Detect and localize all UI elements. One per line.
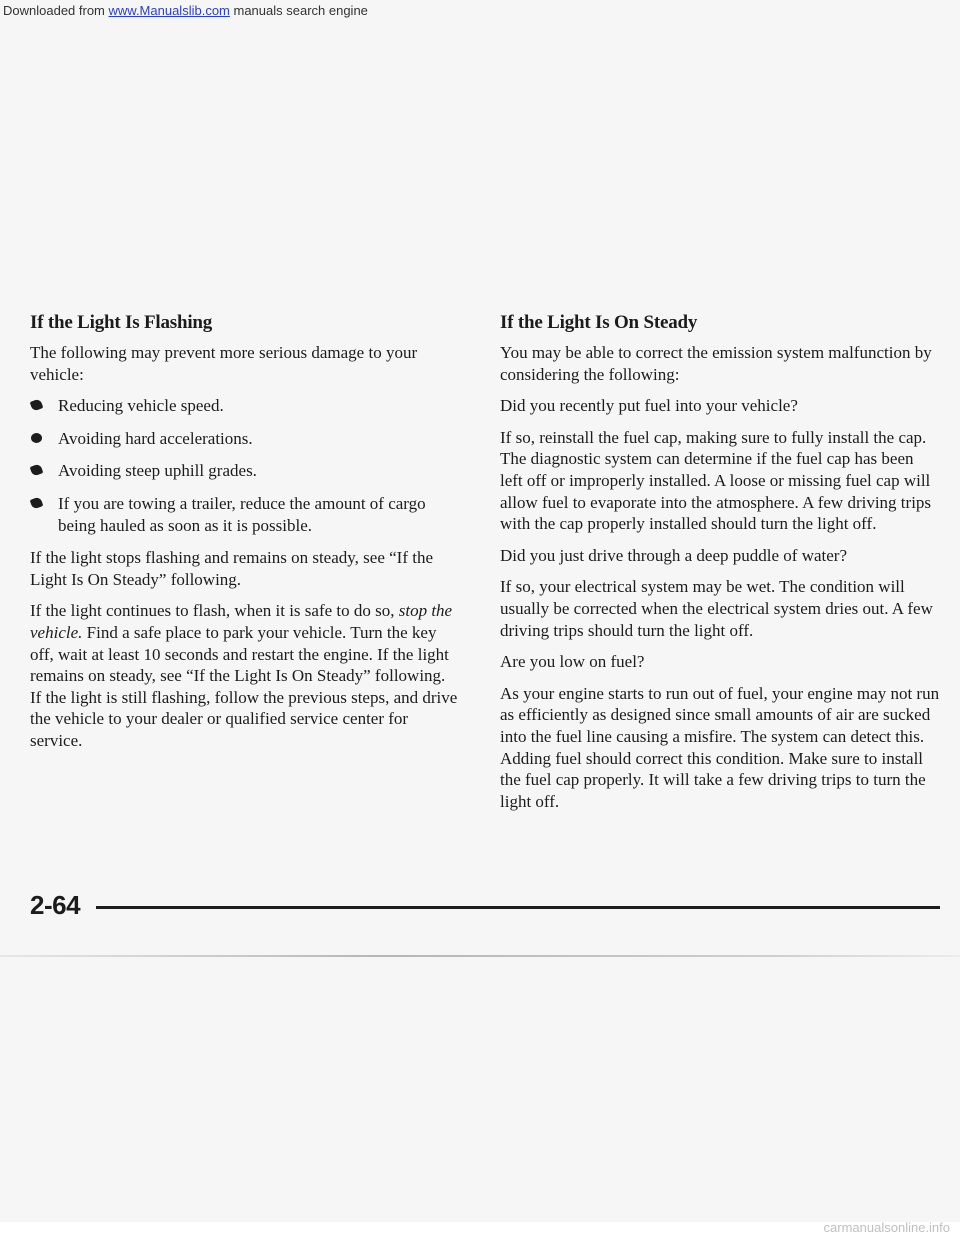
steady-heading: If the Light Is On Steady <box>500 312 698 333</box>
bullet-icon <box>30 496 44 509</box>
footer-rule <box>96 906 940 909</box>
steady-para: Did you recently put fuel into your vehicle? <box>500 396 798 416</box>
list-item: Avoiding steep uphill grades. <box>30 460 460 482</box>
stop-vehicle-emphasis: stop the vehicle. <box>30 601 453 642</box>
flashing-para-2: If the light continues to flash, when it is safe to do so, stop the vehicle. Find a safe place to park your vehicle. Turn the key off, wait at least 10 seconds and restart the engine. If the light remains on steady, see “If the Light Is On Steady” following. If the light is still flashing, follow the previous steps, and drive the vehicle to your dealer or qualified service center for service. <box>30 601 458 750</box>
scan-edge-divider <box>0 955 960 957</box>
flashing-para-1: If the light stops flashing and remains on steady, see “If the Light Is On Steady” following. <box>30 548 434 589</box>
banner-prefix: Downloaded from <box>3 3 109 18</box>
banner-suffix: manuals search engine <box>229 3 368 18</box>
list-item: Reducing vehicle speed. <box>30 395 460 417</box>
steady-para: If so, reinstall the fuel cap, making sure to fully install the cap. The diagnostic system can determine if the fuel cap has been left off or improperly installed. A loose or missing fuel cap will allow fuel to evaporate into the atmosphere. A few driving trips with the cap properly installed should turn the light off. <box>500 427 932 534</box>
steady-para: If so, your electrical system may be wet. The condition will usually be corrected when the electrical system dries out. A few driving trips should turn the light off. <box>500 577 933 640</box>
watermark: carmanualsonline.info <box>823 1220 950 1235</box>
download-banner <box>0 0 960 20</box>
bottom-strip <box>0 1222 960 1242</box>
steady-para: Did you just drive through a deep puddle of water? <box>500 545 847 565</box>
bullet-icon <box>31 433 42 443</box>
manualslib-link[interactable]: www.Manualslib.com <box>108 3 230 18</box>
flashing-intro: The following may prevent more serious damage to your vehicle: <box>30 343 418 384</box>
page-number: 2-64 <box>30 890 81 920</box>
bullet-icon <box>30 464 44 477</box>
right-column <box>500 312 940 822</box>
steady-para: As your engine starts to run out of fuel, your engine may not run as efficiently as designed since small amounts of air are sucked into the fuel line causing a misfire. The system can detect this. Adding fuel should correct this condition. Make sure to install the fuel cap properly. It will take a few driving trips to turn the light off. <box>500 683 940 811</box>
page-footer <box>30 890 940 930</box>
bullet-icon <box>30 399 44 412</box>
steady-para: You may be able to correct the emission system malfunction by considering the following: <box>500 343 932 384</box>
steady-para: Are you low on fuel? <box>500 652 645 672</box>
left-column <box>30 312 460 762</box>
list-item: If you are towing a trailer, reduce the amount of cargo being hauled as soon as it is possible. <box>30 493 460 536</box>
flashing-bullet-list <box>30 395 460 536</box>
flashing-heading: If the Light Is Flashing <box>30 312 213 333</box>
list-item: Avoiding hard accelerations. <box>30 428 460 450</box>
